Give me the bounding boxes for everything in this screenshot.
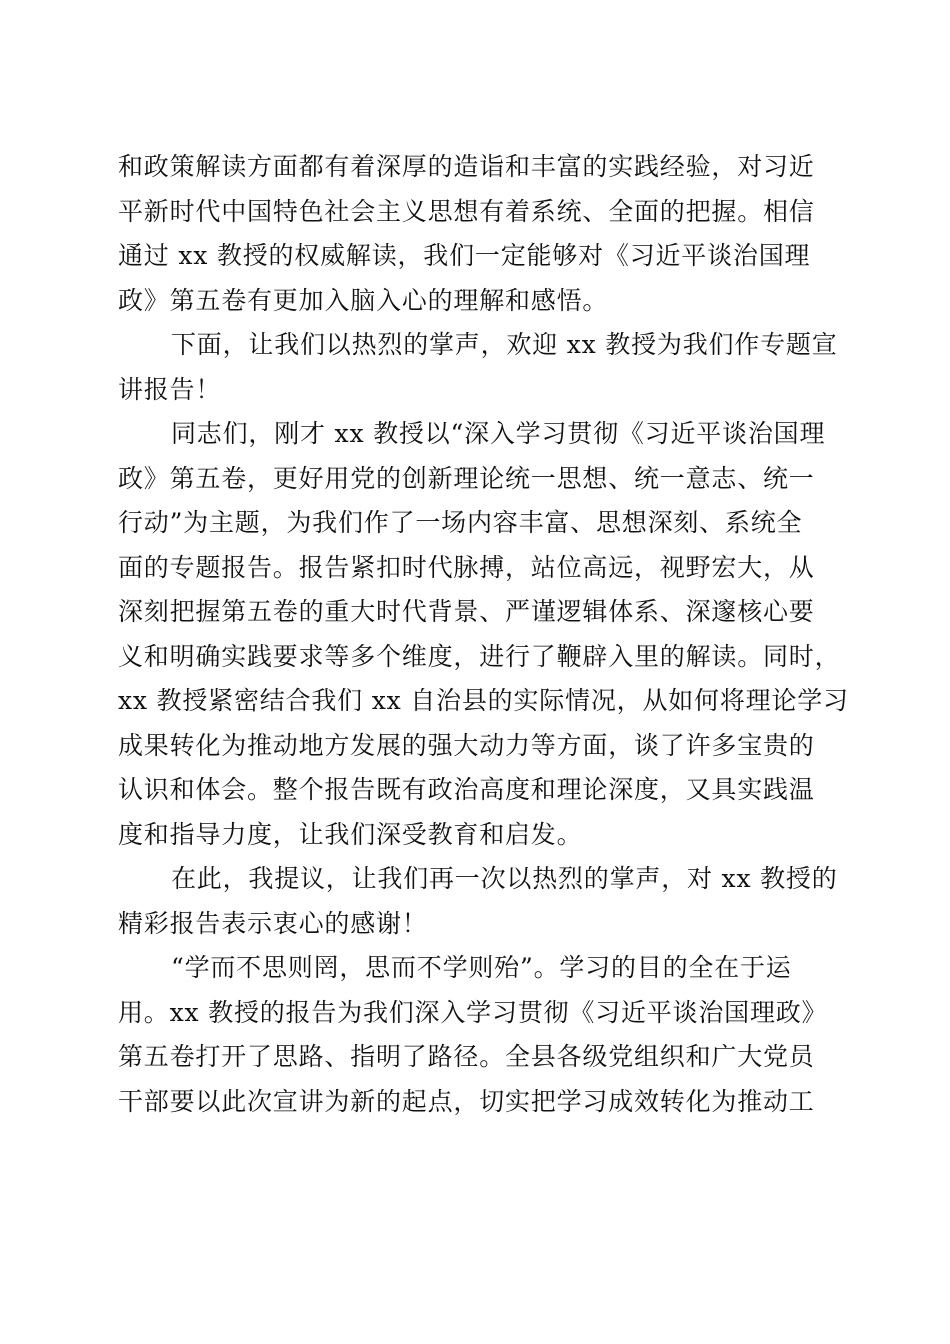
text-line: 面的专题报告。报告紧扣时代脉搏，站位高远，视野宏大，从 xyxy=(118,552,815,582)
text-line: 成果转化为推动地方发展的强大动力等方面，谈了许多宝贵的 xyxy=(118,730,815,760)
paragraph-first-line: 在此，我提议，让我们再一次以热烈的掌声，对 xx 教授的 xyxy=(171,864,838,893)
text-line: 认识和体会。整个报告既有政治高度和理论深度，又具实践温 xyxy=(118,775,815,804)
text-line: 行动”为主题，为我们作了一场内容丰富、思想深刻、系统全 xyxy=(118,508,803,537)
text-line: 干部要以此次宣讲为新的起点，切实把学习成效转化为推动工 xyxy=(118,1086,815,1116)
text-line: 和政策解读方面都有着深厚的造诣和丰富的实践经验，对习近 xyxy=(118,152,815,181)
text-line: 用。xx 教授的报告为我们深入学习贯彻《习近平谈治国理政》 xyxy=(118,997,828,1027)
text-line: 深刻把握第五卷的重大时代背景、严谨逻辑体系、深邃核心要 xyxy=(118,597,815,626)
text-line: 平新时代中国特色社会主义思想有着系统、全面的把握。相信 xyxy=(118,196,815,226)
text-line: 政》第五卷，更好用党的创新理论统一思想、统一意志、统一 xyxy=(118,463,815,493)
text-line: 政》第五卷有更加入脑入心的理解和感悟。 xyxy=(118,285,609,315)
text-line: xx 教授紧密结合我们 xx 自治县的实际情况，从如何将理论学习 xyxy=(118,686,849,715)
text-line: 精彩报告表示衷心的感谢！ xyxy=(118,908,428,938)
paragraph-first-line: 下面，让我们以热烈的掌声，欢迎 xx 教授为我们作专题宣 xyxy=(171,330,838,359)
paragraph-first-line: “学而不思则罔，思而不学则殆”。学习的目的全在于运 xyxy=(171,953,792,982)
text-line: 第五卷打开了思路、指明了路径。全县各级党组织和广大党员 xyxy=(118,1042,815,1071)
text-line: 通过 xx 教授的权威解读，我们一定能够对《习近平谈治国理 xyxy=(118,241,811,270)
paragraph-first-line: 同志们，刚才 xx 教授以“深入学习贯彻《习近平谈治国理 xyxy=(171,419,826,448)
text-line: 义和明确实践要求等多个维度，进行了鞭辟入里的解读。同时， xyxy=(118,641,841,671)
document-body xyxy=(118,145,849,1124)
text-line: 讲报告！ xyxy=(118,374,222,404)
text-line: 度和指导力度，让我们深受教育和启发。 xyxy=(118,819,583,849)
